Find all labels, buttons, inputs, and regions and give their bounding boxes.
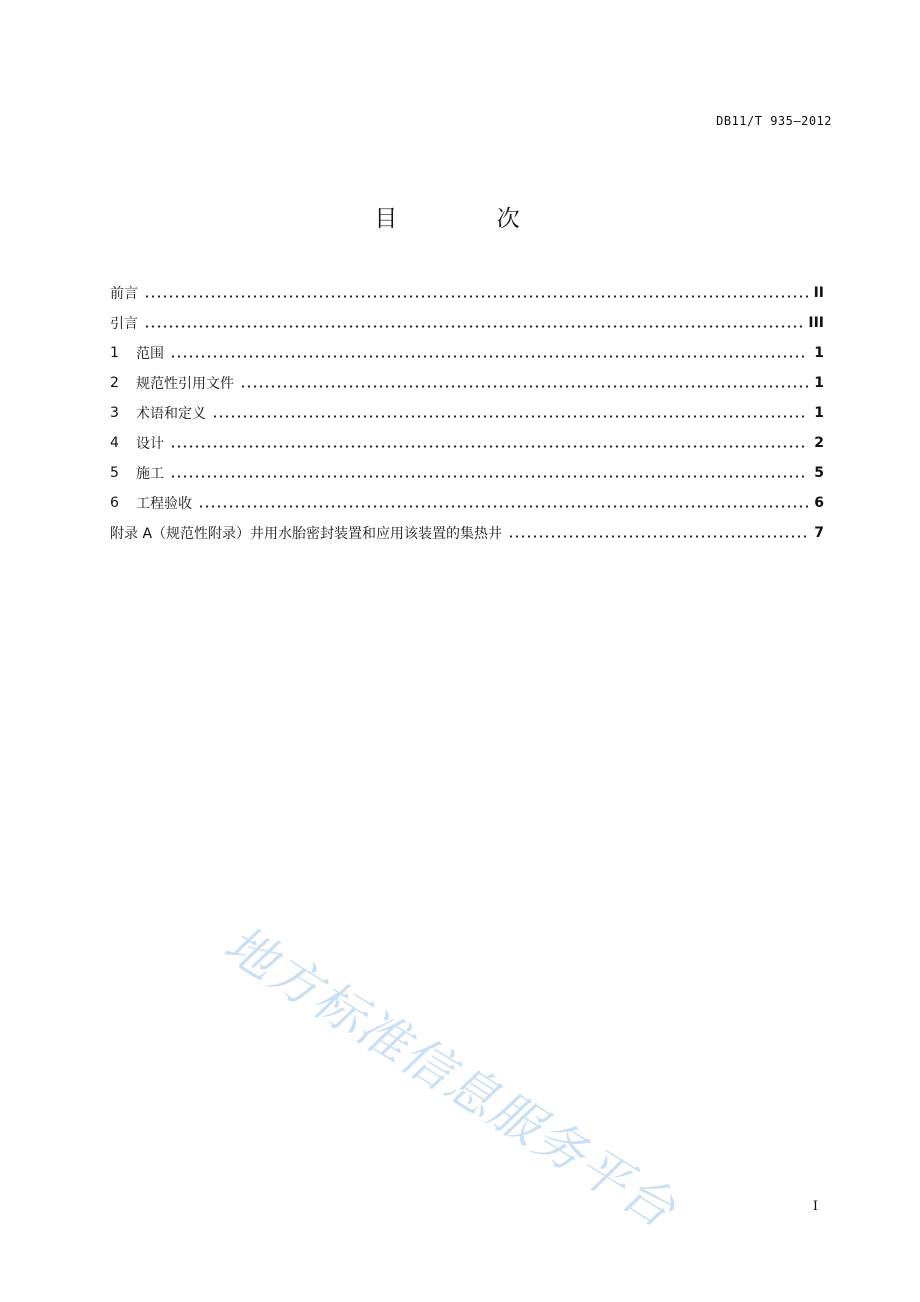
toc-entry-label: 工程验收 — [136, 496, 192, 512]
standard-code: DB11/T 935—2012 — [716, 114, 832, 128]
toc-entry-label: 引言 — [110, 316, 138, 332]
toc-dot-leader — [198, 498, 808, 508]
toc-entry-label: 附录 A（规范性附录）井用水胎密封装置和应用该装置的集热井 — [110, 526, 503, 542]
toc-entry-number: 6 — [110, 495, 119, 511]
toc-title: 目 次 — [374, 206, 566, 232]
toc-entry-page: 7 — [814, 525, 824, 541]
toc-entry-page: 1 — [814, 345, 824, 361]
toc-dot-leader — [170, 438, 808, 448]
toc-entry-introduction[interactable] — [110, 308, 824, 338]
toc-list — [110, 278, 824, 548]
toc-entry-page: 1 — [814, 405, 824, 421]
toc-entry-number: 2 — [110, 375, 119, 391]
toc-entry-terms-definitions[interactable] — [110, 398, 824, 428]
toc-entry-page: 6 — [814, 495, 824, 511]
toc-entry-number: 1 — [110, 345, 119, 361]
toc-dot-leader — [170, 348, 808, 358]
toc-entry-number: 4 — [110, 435, 119, 451]
toc-entry-page: 5 — [814, 465, 824, 481]
toc-entry-page: 1 — [814, 375, 824, 391]
toc-entry-label: 设计 — [136, 436, 164, 452]
toc-entry-page: II — [813, 285, 824, 301]
toc-entry-normative-references[interactable] — [110, 368, 824, 398]
toc-entry-page: 2 — [814, 435, 824, 451]
toc-entry-scope[interactable] — [110, 338, 824, 368]
toc-dot-leader — [170, 468, 808, 478]
toc-entry-construction[interactable] — [110, 458, 824, 488]
toc-entry-number: 3 — [110, 405, 119, 421]
watermark: 地方标准信息服务平台 — [214, 914, 687, 1240]
toc-dot-leader — [212, 408, 808, 418]
toc-dot-leader — [240, 378, 808, 388]
toc-entry-label: 前言 — [110, 286, 138, 302]
toc-entry-appendix-a[interactable] — [110, 518, 824, 548]
toc-entry-label: 术语和定义 — [136, 406, 206, 422]
toc-entry-label: 规范性引用文件 — [136, 376, 234, 392]
toc-entry-label: 范围 — [136, 346, 164, 362]
toc-entry-foreword[interactable] — [110, 278, 824, 308]
toc-entry-acceptance[interactable] — [110, 488, 824, 518]
page-number: I — [812, 1199, 818, 1214]
toc-entry-number: 5 — [110, 465, 119, 481]
toc-dot-leader — [144, 288, 808, 298]
toc-dot-leader — [508, 528, 808, 538]
toc-dot-leader — [144, 318, 802, 328]
toc-entry-design[interactable] — [110, 428, 824, 458]
toc-entry-label: 施工 — [136, 466, 164, 482]
toc-entry-page: III — [808, 315, 824, 331]
